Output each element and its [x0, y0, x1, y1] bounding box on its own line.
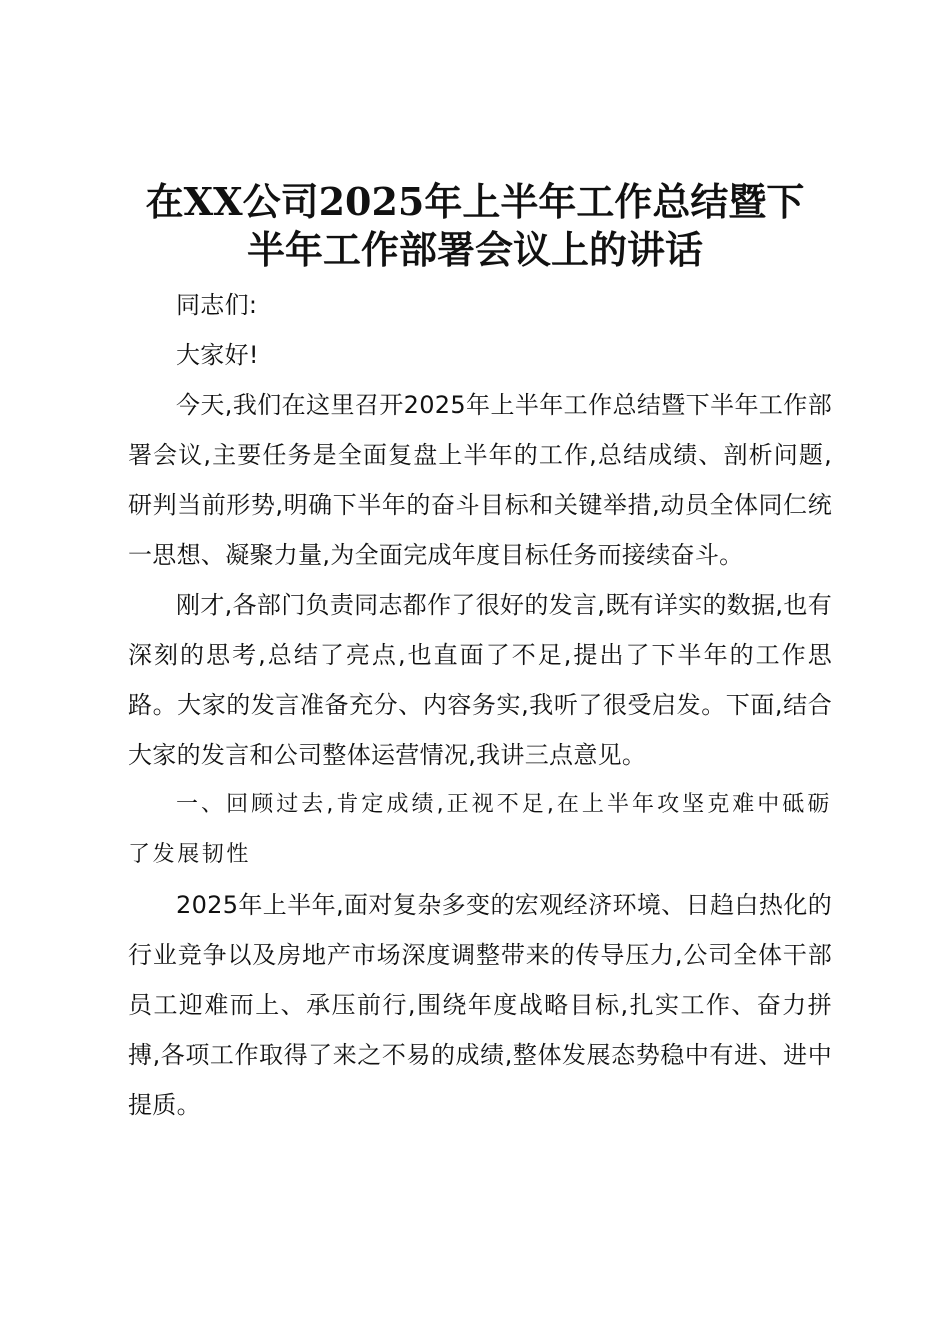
- title-line-2: 半年工作部署会议上的讲话: [246, 227, 703, 272]
- section-paragraph: 2025年上半年,面对复杂多变的宏观经济环境、日趋白热化的行业竞争以及房地产市场深度调整带来的传导压力,公司全体干部员工迎难而上、承压前行,围绕年度战略目标,扎实工作、奋力拼搏,各项工作取得了来之不易的成绩,整体发展态势稳中有进、进中提质。: [128, 891, 832, 1119]
- document-body: [128, 280, 832, 1130]
- paragraph-opening: 今天,我们在这里召开2025年上半年工作总结暨下半年工作部署会议,主要任务是全面复盘上半年的工作,总结成绩、剖析问题,研判当前形势,明确下半年的奋斗目标和关键举措,动员全体同仁统一思想、凝聚力量,为全面完成年度目标任务而接续奋斗。: [128, 391, 832, 569]
- paragraph-remarks: 刚才,各部门负责同志都作了很好的发言,既有详实的数据,也有深刻的思考,总结了亮点,也直面了不足,提出了下半年的工作思路。大家的发言准备充分、内容务实,我听了很受启发。下面,结合大家的发言和公司整体运营情况,我讲三点意见。: [128, 591, 832, 769]
- greeting: 大家好!: [176, 341, 259, 369]
- section-heading: 一、回顾过去,肯定成绩,正视不足,在上半年攻坚克难中砥砺了发展韧性: [128, 792, 832, 867]
- salutation: 同志们:: [176, 291, 258, 319]
- title-line-1: 在XX公司2025年上半年工作总结暨下: [145, 179, 805, 224]
- document-title: [110, 178, 840, 274]
